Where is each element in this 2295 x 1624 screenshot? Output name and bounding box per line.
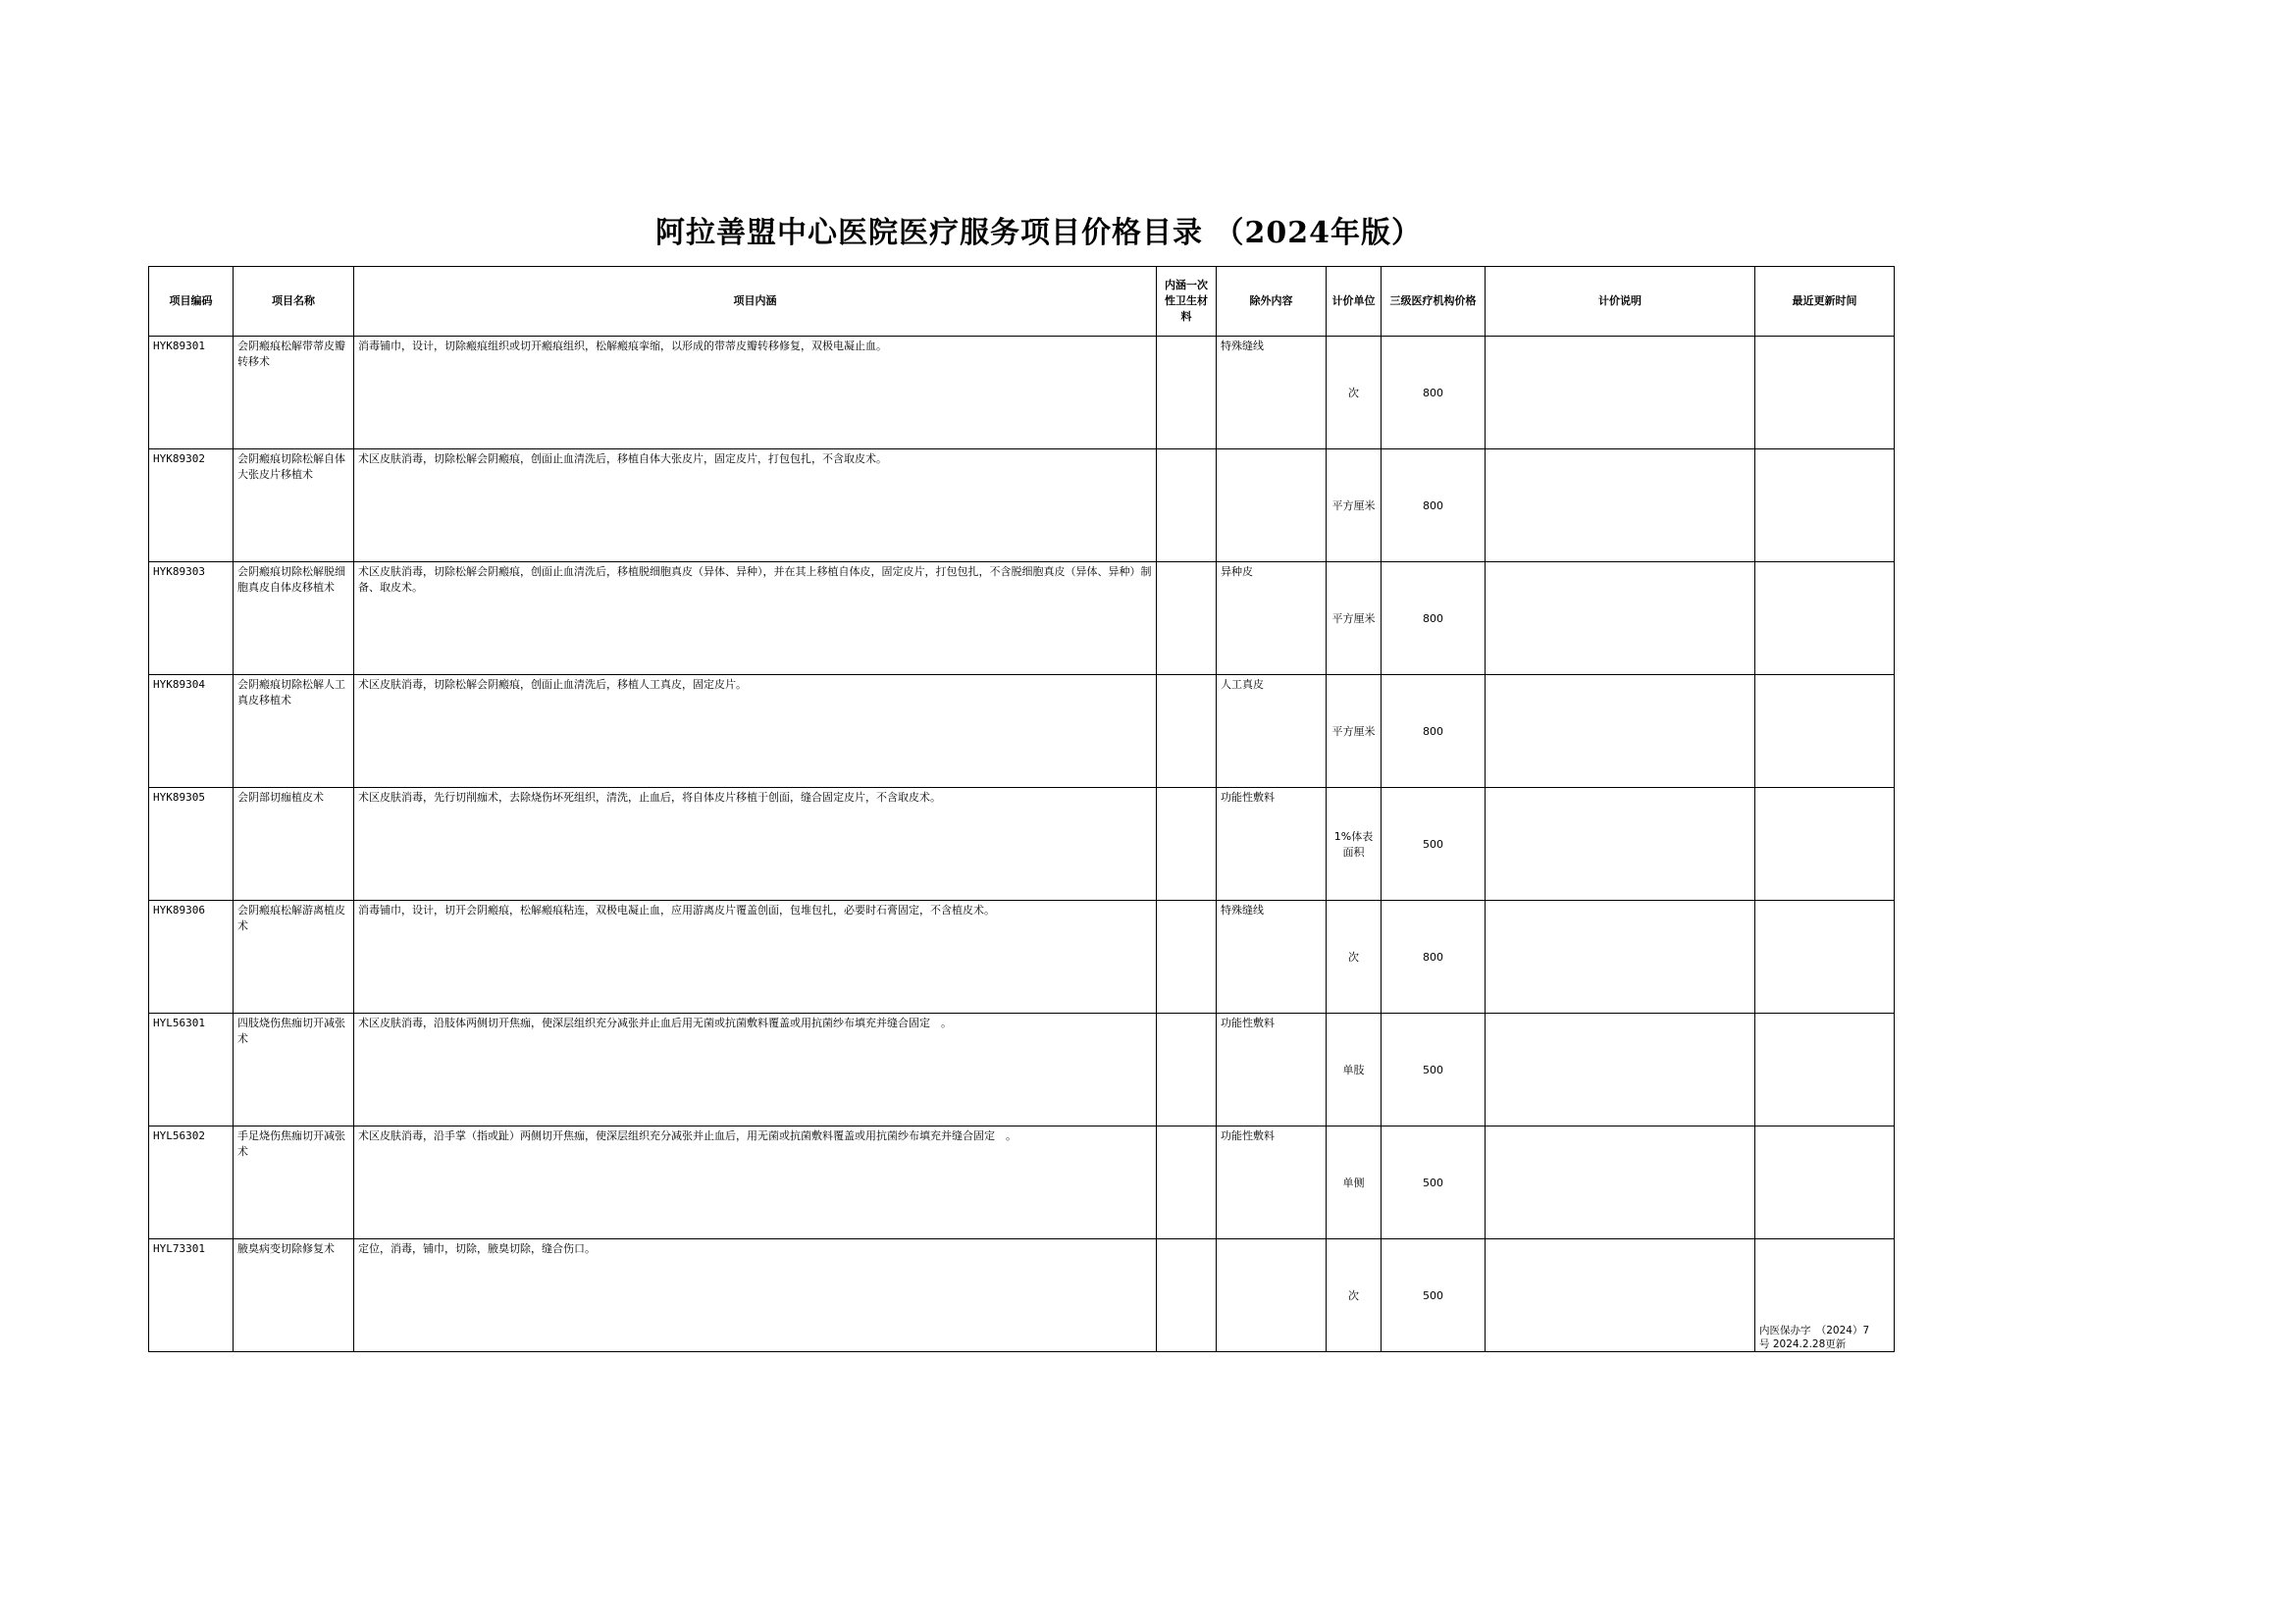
item-price: 500 — [1382, 788, 1486, 901]
item-price: 800 — [1382, 337, 1486, 449]
item-price: 800 — [1382, 449, 1486, 562]
item-updated — [1755, 675, 1895, 788]
item-code: HYK89305 — [149, 788, 234, 901]
item-updated — [1755, 1014, 1895, 1126]
item-note — [1486, 788, 1755, 901]
header-content: 项目内涵 — [354, 267, 1157, 337]
item-material — [1157, 562, 1217, 675]
header-row — [149, 267, 1895, 337]
item-note — [1486, 675, 1755, 788]
item-price: 800 — [1382, 675, 1486, 788]
table-row — [149, 337, 1895, 449]
item-content: 术区皮肤消毒，切除松解会阴瘢痕，创面止血清洗后，移植脱细胞真皮（异体、异种），并在其上移植自体皮，固定皮片，打包包扎，不含脱细胞真皮（异体、异种）制备、取皮术。 — [354, 562, 1157, 675]
item-content: 消毒铺巾，设计，切除瘢痕组织或切开瘢痕组织，松解瘢痕挛缩，以形成的带蒂皮瓣转移修复，双极电凝止血。 — [354, 337, 1157, 449]
item-unit: 平方厘米 — [1327, 675, 1382, 788]
item-note — [1486, 1126, 1755, 1239]
price-table — [148, 266, 1895, 1352]
header-updated: 最近更新时间 — [1755, 267, 1895, 337]
item-name: 会阴瘢痕松解游离植皮术 — [234, 901, 354, 1014]
item-price: 500 — [1382, 1126, 1486, 1239]
table-row — [149, 901, 1895, 1014]
item-name: 会阴瘢痕切除松解脱细胞真皮自体皮移植术 — [234, 562, 354, 675]
item-updated — [1755, 1239, 1895, 1352]
table-row — [149, 675, 1895, 788]
item-code: HYK89304 — [149, 675, 234, 788]
item-updated — [1755, 788, 1895, 901]
item-unit: 平方厘米 — [1327, 562, 1382, 675]
item-price: 800 — [1382, 562, 1486, 675]
item-material — [1157, 337, 1217, 449]
table-row — [149, 562, 1895, 675]
item-unit: 单侧 — [1327, 1126, 1382, 1239]
item-name: 会阴瘢痕切除松解人工真皮移植术 — [234, 675, 354, 788]
item-exclusion: 功能性敷料 — [1217, 1126, 1327, 1239]
item-material — [1157, 1239, 1217, 1352]
header-name: 项目名称 — [234, 267, 354, 337]
item-code: HYL56302 — [149, 1126, 234, 1239]
item-exclusion: 功能性敷料 — [1217, 1014, 1327, 1126]
item-updated — [1755, 337, 1895, 449]
item-note — [1486, 562, 1755, 675]
item-name: 腋臭病变切除修复术 — [234, 1239, 354, 1352]
item-exclusion — [1217, 1239, 1327, 1352]
table-row — [149, 788, 1895, 901]
update-note-line: 号 2024.2.28更新 — [1759, 1338, 1847, 1350]
item-unit: 平方厘米 — [1327, 449, 1382, 562]
item-exclusion: 特殊缝线 — [1217, 337, 1327, 449]
item-exclusion: 异种皮 — [1217, 562, 1327, 675]
item-note — [1486, 901, 1755, 1014]
header-note: 计价说明 — [1486, 267, 1755, 337]
item-note — [1486, 1239, 1755, 1352]
table-row — [149, 1239, 1895, 1352]
item-updated — [1755, 449, 1895, 562]
item-exclusion: 特殊缝线 — [1217, 901, 1327, 1014]
item-material — [1157, 1014, 1217, 1126]
item-material — [1157, 788, 1217, 901]
item-code: HYK89306 — [149, 901, 234, 1014]
item-name: 四肢烧伤焦痂切开减张术 — [234, 1014, 354, 1126]
item-content: 定位，消毒，铺巾，切除，腋臭切除，缝合伤口。 — [354, 1239, 1157, 1352]
item-unit: 1%体表面积 — [1327, 788, 1382, 901]
table-row — [149, 1126, 1895, 1239]
item-exclusion — [1217, 449, 1327, 562]
item-note — [1486, 449, 1755, 562]
table-row — [149, 449, 1895, 562]
item-name: 会阴部切痂植皮术 — [234, 788, 354, 901]
item-content: 术区皮肤消毒，沿肢体两侧切开焦痂，使深层组织充分减张并止血后用无菌或抗菌敷料覆盖或用抗菌纱布填充并缝合固定 。 — [354, 1014, 1157, 1126]
update-note-line: 内医保办字 （2024）7 — [1759, 1325, 1870, 1336]
item-content: 术区皮肤消毒，切除松解会阴瘢痕，创面止血清洗后，移植自体大张皮片，固定皮片，打包包扎，不含取皮术。 — [354, 449, 1157, 562]
item-code: HYL73301 — [149, 1239, 234, 1352]
item-material — [1157, 901, 1217, 1014]
header-code: 项目编码 — [149, 267, 234, 337]
page-title: 阿拉善盟中心医院医疗服务项目价格目录 （2024年版） — [655, 216, 1422, 250]
item-updated — [1755, 901, 1895, 1014]
item-content: 术区皮肤消毒，沿手掌（指或趾）两侧切开焦痂，使深层组织充分减张并止血后，用无菌或抗菌敷料覆盖或用抗菌纱布填充并缝合固定 。 — [354, 1126, 1157, 1239]
header-price: 三级医疗机构价格 — [1382, 267, 1486, 337]
item-exclusion: 人工真皮 — [1217, 675, 1327, 788]
item-price: 500 — [1382, 1014, 1486, 1126]
item-code: HYL56301 — [149, 1014, 234, 1126]
item-name: 手足烧伤焦痂切开减张术 — [234, 1126, 354, 1239]
header-exclusion: 除外内容 — [1217, 267, 1327, 337]
item-name: 会阴瘢痕切除松解自体大张皮片移植术 — [234, 449, 354, 562]
item-unit: 次 — [1327, 1239, 1382, 1352]
header-unit: 计价单位 — [1327, 267, 1382, 337]
item-material — [1157, 1126, 1217, 1239]
item-note — [1486, 337, 1755, 449]
item-name: 会阴瘢痕松解带蒂皮瓣转移术 — [234, 337, 354, 449]
header-material: 内涵一次性卫生材料 — [1157, 267, 1217, 337]
item-exclusion: 功能性敷料 — [1217, 788, 1327, 901]
item-unit: 次 — [1327, 901, 1382, 1014]
item-content: 术区皮肤消毒，先行切削痂术，去除烧伤坏死组织，清洗，止血后，将自体皮片移植于创面，缝合固定皮片，不含取皮术。 — [354, 788, 1157, 901]
item-price: 800 — [1382, 901, 1486, 1014]
item-material — [1157, 449, 1217, 562]
item-code: HYK89302 — [149, 449, 234, 562]
item-material — [1157, 675, 1217, 788]
item-unit: 单肢 — [1327, 1014, 1382, 1126]
item-content: 术区皮肤消毒，切除松解会阴瘢痕，创面止血清洗后，移植人工真皮，固定皮片。 — [354, 675, 1157, 788]
item-updated — [1755, 1126, 1895, 1239]
item-updated — [1755, 562, 1895, 675]
item-code: HYK89301 — [149, 337, 234, 449]
item-note — [1486, 1014, 1755, 1126]
item-code: HYK89303 — [149, 562, 234, 675]
item-price: 500 — [1382, 1239, 1486, 1352]
item-unit: 次 — [1327, 337, 1382, 449]
table-row — [149, 1014, 1895, 1126]
item-content: 消毒铺巾，设计，切开会阴瘢痕，松解瘢痕粘连，双极电凝止血，应用游离皮片覆盖创面，包堆包扎，必要时石膏固定，不含植皮术。 — [354, 901, 1157, 1014]
